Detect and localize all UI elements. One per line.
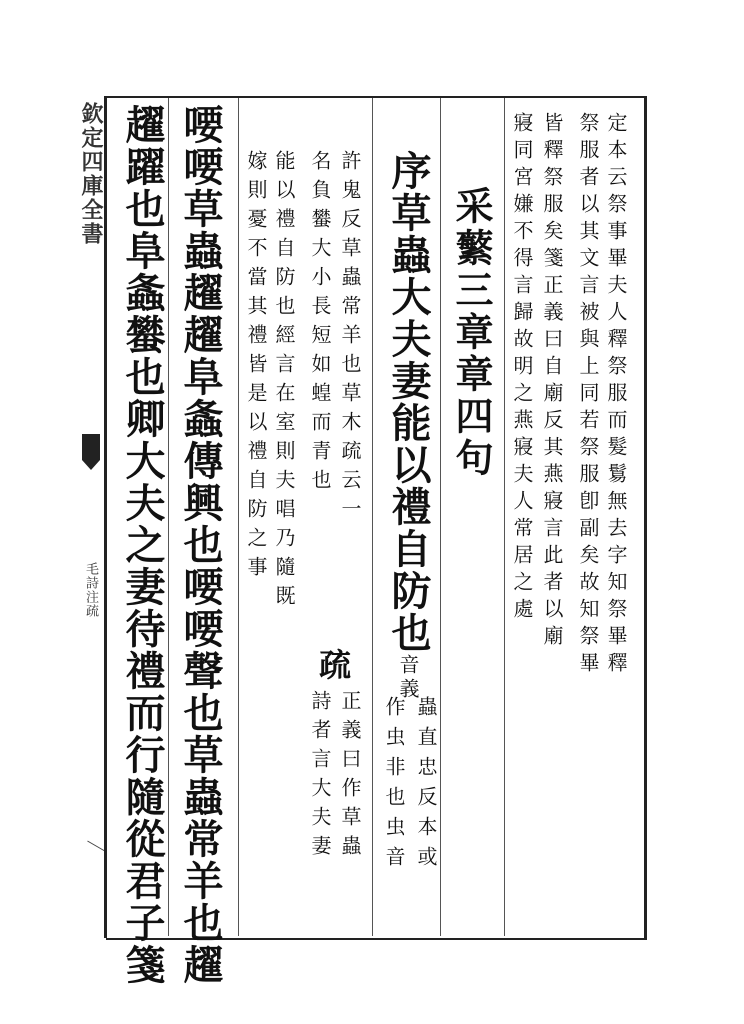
book-title: 欽定四庫全書 — [78, 102, 104, 246]
note-column: 嫁則憂不當其禮皆是以禮自防之事 — [244, 150, 268, 585]
shu-marker: 疏 — [314, 648, 352, 680]
fishtail-mark-icon — [82, 434, 100, 460]
main-text-column: 趯躍也阜螽蠜也卿大夫之妻待禮而行隨從君子箋 — [119, 104, 166, 986]
commentary-column: 祭服者以其文言被與上同若祭服卽副矣故知祭畢 — [576, 112, 600, 679]
note-column: 作虫非也虫音 — [382, 696, 406, 876]
main-text-column: 喓喓草蟲趯趯阜螽傳興也喓喓聲也草蟲常羊也趯 — [177, 104, 224, 986]
column-rule — [440, 98, 441, 936]
note-column: 蟲直忠反本或 — [414, 696, 438, 876]
column-rule — [372, 98, 373, 936]
commentary-column: 定本云祭事畢夫人釋祭服而髮鬄無去字知祭畢釋 — [604, 112, 628, 679]
note-column: 能以禮自防也經言在室則夫唱乃隨既 — [272, 150, 296, 614]
column-rule — [168, 98, 169, 936]
column-rule — [238, 98, 239, 936]
commentary-column: 皆釋祭服矣箋正義曰自廟反其燕寢言此者以廟 — [540, 112, 564, 652]
volume-title: 毛詩注疏 — [83, 562, 98, 618]
chapter-heading: 采蘩三章章四句 — [449, 186, 494, 480]
yinyi-label: 音義 — [396, 654, 420, 702]
note-column: 許鬼反草蟲常羊也草木疏云一 — [338, 150, 362, 527]
preface-text: 序草蟲大夫妻能以禮自防也 — [385, 150, 432, 654]
column-rule — [504, 98, 505, 936]
note-column: 名負蠜大小長短如蝗而青也 — [308, 150, 332, 498]
fold-margin — [76, 96, 106, 938]
commentary-column: 寢同宮嫌不得言歸故明之燕寢夫人常居之處 — [510, 112, 534, 625]
preface-column — [384, 150, 432, 702]
note-column: 詩者言大夫妻 — [308, 690, 332, 864]
note-column: 正義曰作草蟲 — [338, 690, 362, 864]
